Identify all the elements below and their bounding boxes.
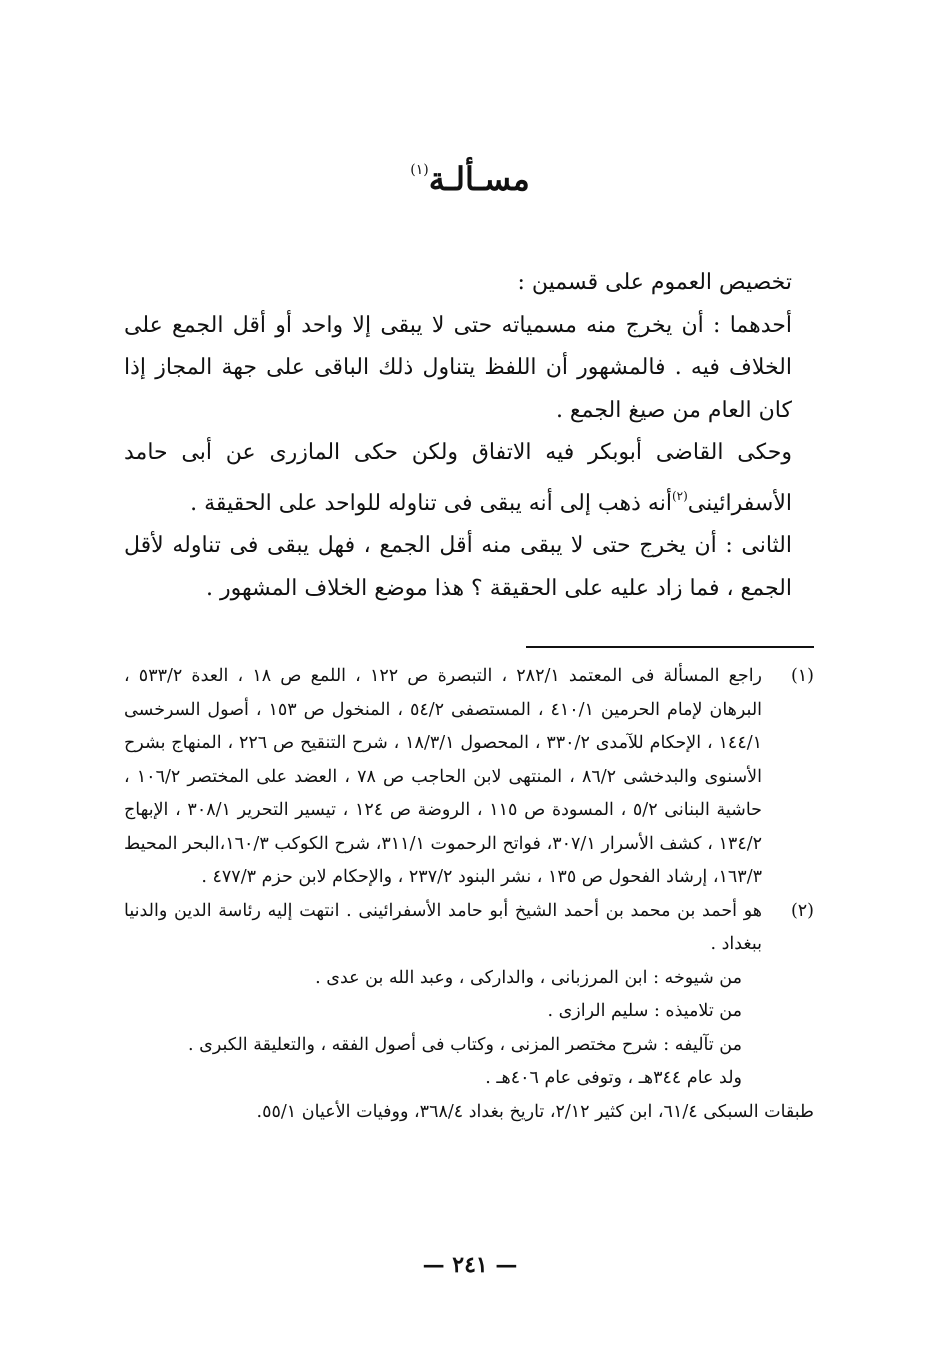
footnote-2-dates: ولد عام ٣٤٤هـ ، وتوفى عام ٤٠٦هـ . [485, 1068, 742, 1088]
footnote-ref-2: (٢) [671, 488, 688, 503]
footnote-1 [124, 660, 814, 895]
body-paragraph-2 [124, 432, 814, 525]
section-title-text: مسـألـة [428, 160, 530, 198]
footnote-2-sources: طبقات السبكى ٦١/٤، ابن كثير ٢/١٢، تاريخ بغداد ٣٦٨/٤، ووفيات الأعيان ٥٥/١. [256, 1101, 814, 1122]
body-paragraph-1: أحدهما : أن يخرج منه مسمياته حتى لا يبقى إلا واحد أو أقل الجمع على الخلاف فيه . فالمشهور أن اللفظ يتناول ذلك الباقى على جهة المجاز إذا كان العام من صيغ الجمع . [124, 312, 792, 423]
footnote-2-number: (٢) [790, 900, 814, 921]
footnotes-section [124, 660, 814, 1129]
footnote-1-text: راجع المسألة فى المعتمد ٢٨٢/١ ، التبصرة ص ١٢٢ ، اللمع ص ١٨ ، العدة ٥٣٣/٢ ، البرهان لإمام الحرمين ٤١٠/١ ، المستصفى ٥٤/٢ ، المنخول ص ١٥٣ ، أصول السرخسى ١٤٤/١ ، الإحكام للآمدى ٣٣٠/٢ ، المحصول ١٨/٣/١ ، شرح التنقيح ص ٢٢٦ ، المنهاج بشرح الأسنوى والبدخشى ٨٦/٢ ، المنتهى لابن الحاجب ص ٧٨ ، العضد على المختصر ١٠٦/٢ ، حاشية البنانى ٥/٢ ، المسودة ص ١١٥ ، الروضة ص ١٢٤ ، تيسير التحرير ٣٠٨/١ ، الإبهاج ١٣٤/٢ ، كشف الأسرار ٣٠٧/١، فواتح الرحموت ٣١١/١، شرح الكوكب ١٦٠/٣،البحر المحيط ١٦٣/٣، إرشاد الفحول ص ١٣٥ ، نشر البنود ٢٣٧/٢ ، والإحكام لابن حزم ٤٧٧/٣ . [124, 666, 763, 887]
footnote-separator [526, 646, 814, 648]
footnote-1-number: (١) [790, 666, 814, 686]
footnote-2-students: من تلاميذه : سليم الرازى . [547, 1001, 742, 1021]
body-heading: تخصيص العموم على قسمين : [517, 270, 792, 295]
body-paragraph-2-part-a: وحكى القاضى أبوبكر فيه الاتفاق ولكن حكى المازرى عن أبى حامد الأسفرائينى [124, 440, 792, 516]
section-title [0, 160, 940, 198]
body-paragraph-3: الثانى : أن يخرج حتى لا يبقى منه أقل الجمع ، فهل يبقى فى تناوله لأقل الجمع ، فما زاد عليه على الحقيقة ؟ هذا موضع الخلاف المشهور . [124, 533, 792, 601]
body-paragraph-2-part-b: أنه ذهب إلى أنه يبقى فى تناوله للواحد على الحقيقة . [190, 490, 672, 516]
main-body [124, 262, 814, 610]
footnote-2 [124, 895, 814, 1096]
footnote-2-teachers: من شيوخه : ابن المرزبانى ، والداركى ، وعبد الله بن عدى . [315, 967, 742, 988]
footnote-2-text: هو أحمد بن محمد بن أحمد الشيخ أبو حامد الأسفرائينى . انتهت إليه رئاسة الدين والدنيا ببغداد . [124, 900, 762, 954]
footnote-2-works: من تآليفه : شرح مختصر المزنى ، وكتاب فى أصول الفقه ، والتعليقة الكبرى . [188, 1034, 742, 1055]
section-title-footnote-ref: (١) [410, 162, 429, 178]
page-number: — ٢٤١ — [422, 1252, 518, 1278]
